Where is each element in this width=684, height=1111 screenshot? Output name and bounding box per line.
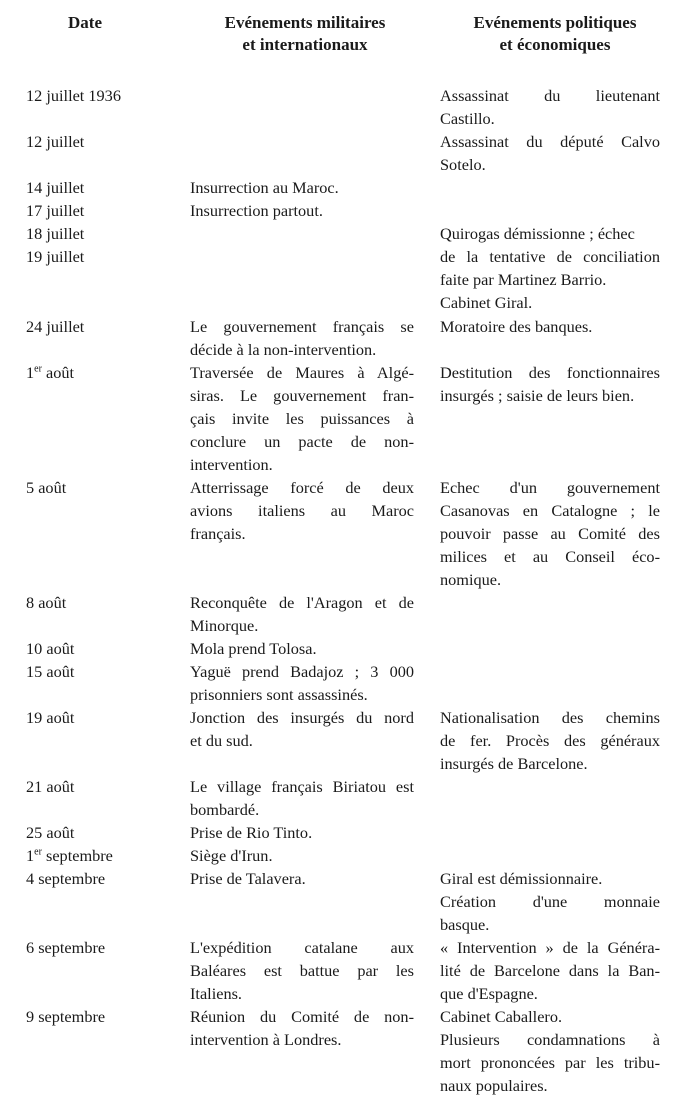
text-line: pouvoir passe au Comité des bbox=[440, 524, 660, 543]
military-event-cell bbox=[190, 867, 414, 890]
text-line: Destitution des fonctionnaires bbox=[440, 363, 660, 382]
text-line: milices et au Conseil éco- bbox=[440, 547, 660, 566]
text-line: Nationalisation des chemins bbox=[440, 708, 660, 727]
political-event-cell bbox=[440, 222, 660, 245]
military-event-cell bbox=[190, 706, 414, 752]
text-line: Prise de Rio Tinto. bbox=[190, 823, 313, 842]
date-cell: 21 août bbox=[26, 777, 75, 796]
military-event-cell bbox=[190, 315, 414, 361]
date-cell: 14 juillet bbox=[26, 178, 85, 197]
political-event-cell bbox=[440, 706, 660, 775]
date-cell: 12 juillet bbox=[26, 132, 85, 151]
political-event-cell bbox=[440, 476, 660, 591]
text-line: Le village français Biriatou est bbox=[190, 777, 414, 796]
date-cell: 1er août bbox=[26, 363, 75, 382]
political-event-cell bbox=[440, 361, 660, 407]
date-cell: 1er septembre bbox=[26, 846, 113, 865]
text-line: çais invite les puissances à bbox=[190, 409, 414, 428]
text-line: Insurrection au Maroc. bbox=[190, 178, 339, 197]
military-event-cell bbox=[190, 1005, 414, 1051]
text-line: décide à la non-intervention. bbox=[190, 340, 377, 359]
text-line: intervention. bbox=[190, 455, 273, 474]
military-event-cell bbox=[190, 176, 414, 199]
header-military bbox=[180, 12, 430, 56]
text-line: Siège d'Irun. bbox=[190, 846, 273, 865]
text-line: Création d'une monnaie bbox=[440, 892, 660, 911]
text-line: siras. Le gouvernement fran- bbox=[190, 386, 414, 405]
text-line: bombardé. bbox=[190, 800, 260, 819]
text-line: Le gouvernement français se bbox=[190, 317, 414, 336]
date-cell: 24 juillet bbox=[26, 317, 85, 336]
text-line: Castillo. bbox=[440, 109, 495, 128]
military-event-cell bbox=[190, 637, 414, 660]
date-cell: 5 août bbox=[26, 478, 67, 497]
text-line: nomique. bbox=[440, 570, 502, 589]
military-event-cell bbox=[190, 936, 414, 1005]
date-cell: 4 septembre bbox=[26, 869, 106, 888]
military-event-cell bbox=[190, 660, 414, 706]
text-line: de fer. Procès des généraux bbox=[440, 731, 660, 750]
political-event-cell bbox=[440, 315, 660, 338]
text-line: Jonction des insurgés du nord bbox=[190, 708, 414, 727]
text-line: Traversée de Maures à Algé- bbox=[190, 363, 414, 382]
text-line: prisonniers sont assassinés. bbox=[190, 685, 368, 704]
military-event-cell bbox=[190, 775, 414, 821]
text-line: français. bbox=[190, 524, 246, 543]
header-military-line: et internationaux bbox=[242, 35, 368, 54]
date-cell: 17 juillet bbox=[26, 201, 85, 220]
date-cell: 25 août bbox=[26, 823, 75, 842]
header-political-line: Evénements politiques bbox=[473, 13, 637, 32]
text-line: « Intervention » de la Généra- bbox=[440, 938, 660, 957]
text-line: Moratoire des banques. bbox=[440, 317, 593, 336]
political-event-cell bbox=[440, 245, 660, 314]
text-line: Reconquête de l'Aragon et de bbox=[190, 593, 414, 612]
text-line: mort prononcées par les tribu- bbox=[440, 1053, 660, 1072]
text-line: Plusieurs condamnations à bbox=[440, 1030, 660, 1049]
text-line: et du sud. bbox=[190, 731, 253, 750]
text-line: intervention à Londres. bbox=[190, 1030, 342, 1049]
header-military-line: Evénements militaires bbox=[224, 13, 386, 32]
header-date bbox=[30, 12, 140, 34]
military-event-cell bbox=[190, 476, 414, 545]
text-line: Insurrection partout. bbox=[190, 201, 323, 220]
military-event-cell bbox=[190, 199, 414, 222]
text-line: Assassinat du député Calvo bbox=[440, 132, 660, 151]
text-line: Cabinet Giral. bbox=[440, 293, 533, 312]
date-cell: 9 septembre bbox=[26, 1007, 106, 1026]
text-line: de la tentative de conciliation bbox=[440, 247, 660, 266]
political-event-cell bbox=[440, 867, 660, 936]
text-line: Réunion du Comité de non- bbox=[190, 1007, 414, 1026]
date-cell: 19 août bbox=[26, 708, 75, 727]
date-cell: 18 juillet bbox=[26, 224, 85, 243]
text-line: Cabinet Caballero. bbox=[440, 1007, 563, 1026]
military-event-cell bbox=[190, 591, 414, 637]
date-cell: 12 juillet 1936 bbox=[26, 86, 121, 105]
military-event-cell bbox=[190, 361, 414, 476]
text-line: Assassinat du lieutenant bbox=[440, 86, 660, 105]
text-line: Minorque. bbox=[190, 616, 259, 635]
text-line: insurgés ; saisie de leurs bien. bbox=[440, 386, 635, 405]
military-event-cell bbox=[190, 821, 414, 844]
political-event-cell bbox=[440, 936, 660, 1005]
header-date-text: Date bbox=[68, 13, 102, 32]
text-line: Baléares est battue par les bbox=[190, 961, 414, 980]
date-cell: 8 août bbox=[26, 593, 67, 612]
political-event-cell bbox=[440, 130, 660, 176]
header-political-line: et économiques bbox=[499, 35, 611, 54]
text-line: conclure un pacte de non- bbox=[190, 432, 414, 451]
political-event-cell bbox=[440, 84, 660, 130]
text-line: L'expédition catalane aux bbox=[190, 938, 414, 957]
text-line: lité de Barcelone dans la Ban- bbox=[440, 961, 660, 980]
text-line: Casanovas en Catalogne ; le bbox=[440, 501, 660, 520]
date-cell: 10 août bbox=[26, 639, 75, 658]
text-line: que d'Espagne. bbox=[440, 984, 538, 1003]
text-line: Echec d'un gouvernement bbox=[440, 478, 660, 497]
text-line: Prise de Talavera. bbox=[190, 869, 306, 888]
text-line: Mola prend Tolosa. bbox=[190, 639, 317, 658]
text-line: Yaguë prend Badajoz ; 3 000 bbox=[190, 662, 414, 681]
text-line: Sotelo. bbox=[440, 155, 486, 174]
text-line: avions italiens au Maroc bbox=[190, 501, 414, 520]
text-line: Italiens. bbox=[190, 984, 242, 1003]
date-cell: 15 août bbox=[26, 662, 75, 681]
text-line: Quirogas démissionne ; échec bbox=[440, 224, 635, 243]
text-line: Giral est démissionnaire. bbox=[440, 869, 603, 888]
date-cell: 19 juillet bbox=[26, 247, 85, 266]
text-line: basque. bbox=[440, 915, 490, 934]
date-cell: 6 septembre bbox=[26, 938, 106, 957]
text-line: insurgés de Barcelone. bbox=[440, 754, 588, 773]
political-event-cell bbox=[440, 1005, 660, 1097]
header-political bbox=[425, 12, 684, 56]
text-line: faite par Martinez Barrio. bbox=[440, 270, 607, 289]
text-line: naux populaires. bbox=[440, 1076, 548, 1095]
military-event-cell bbox=[190, 844, 414, 867]
text-line: Atterrissage forcé de deux bbox=[190, 478, 414, 497]
